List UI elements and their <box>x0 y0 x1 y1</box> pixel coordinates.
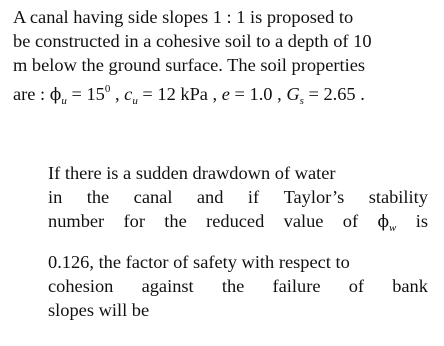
word: stability <box>368 187 428 207</box>
c-u-symbol: c <box>124 84 133 104</box>
word: in <box>48 187 63 207</box>
statement-line-3: m below the ground surface. The soil properties <box>13 55 366 75</box>
word: bank <box>392 276 428 296</box>
word: is <box>415 211 428 231</box>
c-u-subscript: u <box>132 95 138 107</box>
word: Taylor’s <box>283 187 345 207</box>
phi-u-subscript: u <box>61 95 67 107</box>
question-text <box>48 161 428 322</box>
word: of <box>342 211 359 231</box>
question-line-3 <box>48 209 428 240</box>
question-line-6: slopes will be <box>48 300 150 320</box>
word: the <box>221 276 245 296</box>
phi-u-symbol: ϕ <box>49 85 62 105</box>
problem-statement <box>13 5 433 113</box>
phi-w-subscript: w <box>389 222 397 234</box>
c-u-value: = 12 kPa , <box>137 84 218 104</box>
word: failure <box>272 276 321 296</box>
statement-line-2: be constructed in a cohesive soil to a depth of 10 <box>13 31 372 51</box>
phi-u-value: = 15 <box>66 84 105 104</box>
word: cohesion <box>48 276 114 296</box>
word: of <box>348 276 365 296</box>
statement-line-1: A canal having side slopes 1 : 1 is proposed to <box>13 7 354 27</box>
question-line-1: If there is a sudden drawdown of water <box>48 163 336 183</box>
question-line-2 <box>48 185 428 209</box>
specific-gravity-value: = 2.65 . <box>303 84 365 104</box>
specific-gravity-subscript: s <box>299 95 304 107</box>
specific-gravity-symbol: G <box>286 84 300 104</box>
phi-w-symbol: ϕ <box>377 212 390 232</box>
degree-superscript: 0 <box>104 83 111 95</box>
statement-line-4-soil-properties: are : $\phi_u = 15^0$ , $c_u = 12$ kPa , e = 1.0 , $G_s = 2.65$ . <box>13 83 365 107</box>
are-label: are : <box>13 84 46 104</box>
void-ratio-value: = 1.0 , <box>229 84 282 104</box>
word: if <box>247 187 260 207</box>
word: value <box>283 211 324 231</box>
word: the <box>164 211 187 231</box>
word: canal <box>133 187 173 207</box>
question-line-4: 0.126, the factor of safety with respect to <box>48 252 350 272</box>
void-ratio-symbol: e <box>221 84 230 104</box>
word: against <box>141 276 194 296</box>
question-line-5 <box>48 274 428 298</box>
phi-w-term <box>377 209 396 240</box>
word: number <box>48 211 105 231</box>
word: reduced <box>206 211 265 231</box>
word: for <box>123 211 145 231</box>
word: the <box>86 187 110 207</box>
word: and <box>196 187 224 207</box>
